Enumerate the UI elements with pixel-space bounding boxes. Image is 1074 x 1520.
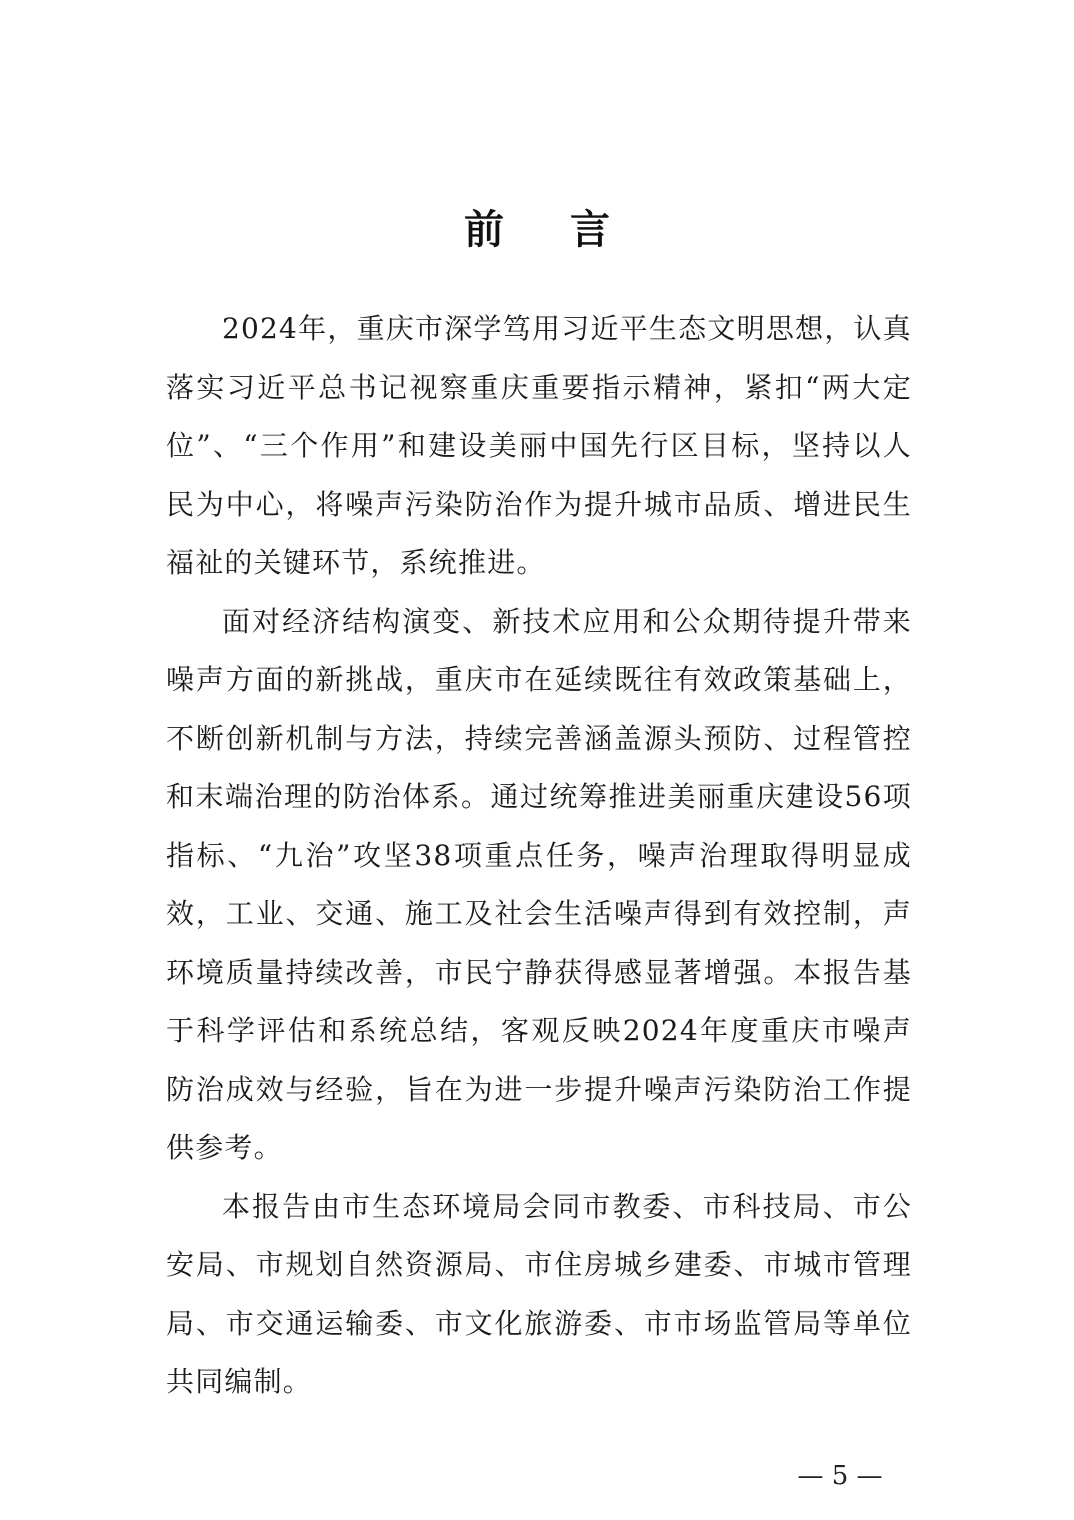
paragraph-2: 面对经济结构演变、新技术应用和公众期待提升带来噪声方面的新挑战，重庆市在延续既往有效政策基础上，不断创新机制与方法，持续完善涵盖源头预防、过程管控和末端治理的防治体系。通过统筹推进美丽重庆建设56项指标、“九治”攻坚38项重点任务，噪声治理取得明显成效，工业、交通、施工及社会生活噪声得到有效控制，声环境质量持续改善，市民宁静获得感显著增强。本报告基于科学评估和系统总结，客观反映2024年度重庆市噪声防治成效与经验，旨在为进一步提升噪声污染防治工作提供参考。 bbox=[166, 604, 912, 1164]
page-number: — 5 — bbox=[797, 1461, 883, 1491]
paragraph-1: 2024年，重庆市深学笃用习近平生态文明思想，认真落实习近平总书记视察重庆重要指示精神，紧扣“两大定位”、“三个作用”和建设美丽中国先行区目标，坚持以人民为中心，将噪声污染防治作为提升城市品质、增进民生福祉的关键环节，系统推进。 bbox=[166, 312, 912, 579]
body-text bbox=[166, 300, 912, 1412]
paragraph-3: 本报告由市生态环境局会同市教委、市科技局、市公安局、市规划自然资源局、市住房城乡建委、市城市管理局、市交通运输委、市文化旅游委、市市场监管局等单位共同编制。 bbox=[166, 1189, 912, 1398]
page-title: 前 言 bbox=[464, 206, 636, 253]
